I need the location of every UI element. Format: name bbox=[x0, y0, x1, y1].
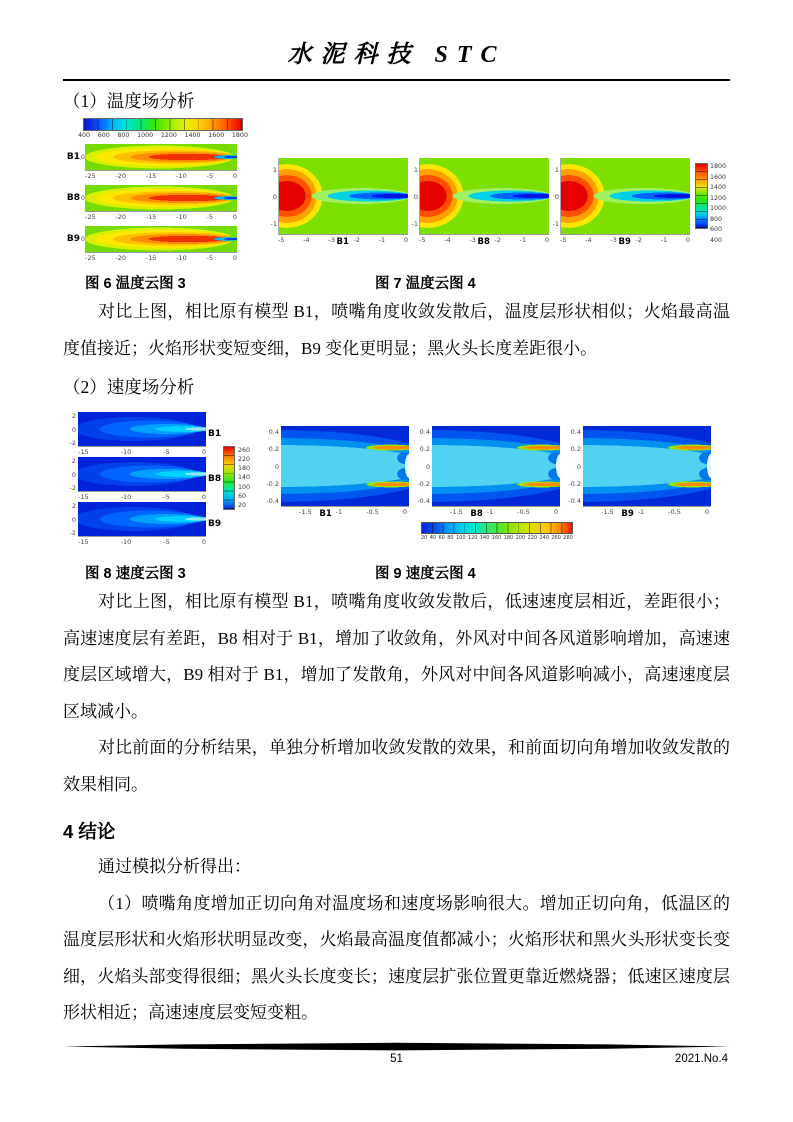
tick-label: -4 bbox=[444, 236, 451, 244]
tick-label: 2 bbox=[71, 502, 76, 510]
figure-row-velocity bbox=[63, 406, 730, 558]
tick-label: -4 bbox=[303, 236, 310, 244]
figure-7-temperature-contour bbox=[267, 118, 727, 247]
tick-label: -25 bbox=[85, 213, 96, 221]
tick-label: 0.4 bbox=[268, 428, 279, 436]
figure-8-velocity-contour bbox=[63, 406, 257, 547]
figure-8-colorbar bbox=[223, 446, 250, 510]
tick-label: 1200 bbox=[710, 194, 727, 202]
tick-label: 40 bbox=[429, 535, 437, 541]
tick-label: -2 bbox=[69, 529, 76, 537]
panel-label: B8 bbox=[470, 509, 483, 519]
panel-label-group bbox=[63, 144, 85, 170]
y-axis-tick: 0 bbox=[80, 153, 85, 161]
panel-label: B1 bbox=[336, 237, 349, 247]
tick-label: 800 bbox=[710, 215, 723, 223]
y-axis-tick-labels bbox=[565, 426, 583, 516]
tick-label: 200 bbox=[515, 535, 526, 541]
tick-label: 1000 bbox=[137, 132, 154, 139]
tick-label: 0 bbox=[704, 508, 709, 516]
tick-label: -10 bbox=[120, 493, 132, 501]
tick-label: 0 bbox=[71, 425, 76, 434]
tick-label: -0.2 bbox=[417, 479, 430, 488]
y-axis-tick-labels bbox=[414, 426, 432, 516]
tick-label: -0.4 bbox=[266, 497, 279, 505]
contour-panel bbox=[408, 158, 549, 247]
tick-label: -15 bbox=[145, 254, 157, 262]
velocity-contour-plot bbox=[432, 426, 560, 506]
figure-row-temperature bbox=[63, 118, 730, 268]
tick-label: -4 bbox=[585, 236, 592, 244]
tick-label: -1 bbox=[411, 220, 418, 228]
colorbar-gradient bbox=[83, 118, 243, 131]
y-axis-tick-labels bbox=[408, 158, 419, 244]
tick-label: -1 bbox=[637, 508, 645, 516]
tick-label: 0.2 bbox=[268, 445, 279, 454]
x-axis-tick-labels bbox=[281, 506, 409, 516]
figure-9-velocity-contour bbox=[263, 406, 716, 541]
tick-label: 0 bbox=[425, 462, 430, 471]
y-axis-tick: 0 bbox=[80, 194, 85, 202]
tick-label: 1600 bbox=[710, 173, 727, 181]
tick-label: 0 bbox=[201, 493, 206, 501]
footer-rule bbox=[63, 1042, 730, 1051]
tick-label: -1.5 bbox=[299, 508, 312, 516]
tick-label: 1800 bbox=[231, 132, 248, 139]
tick-label: 1400 bbox=[710, 184, 727, 192]
tick-label: 180 bbox=[503, 535, 514, 541]
tick-label: -20 bbox=[115, 213, 127, 221]
velocity-contour-plot bbox=[281, 426, 409, 506]
panel-label: B9 bbox=[66, 234, 80, 244]
x-axis-tick-labels bbox=[78, 536, 206, 546]
colorbar-tick-labels bbox=[78, 132, 248, 139]
tick-label: -1 bbox=[378, 236, 386, 244]
tick-label: -5 bbox=[163, 538, 170, 546]
tick-label: -5 bbox=[206, 172, 214, 180]
y-axis-tick: 0 bbox=[80, 235, 85, 243]
tick-label: -5 bbox=[163, 493, 170, 501]
tick-label: -5 bbox=[206, 213, 214, 221]
colorbar-tick-labels bbox=[710, 163, 726, 244]
tick-label: 0 bbox=[232, 213, 237, 221]
tick-label: -10 bbox=[120, 448, 132, 456]
colorbar-tick-labels bbox=[421, 535, 573, 541]
paragraph-comparison: 对比前面的分析结果，单独分析增加收敛发散的效果，和前面切向角增加收敛发散的效果相同。 bbox=[63, 738, 730, 794]
tick-label: 0.2 bbox=[419, 445, 430, 454]
tick-label: 260 bbox=[238, 447, 251, 454]
x-axis-tick-labels bbox=[85, 252, 237, 262]
tick-label: 60 bbox=[238, 492, 247, 500]
tick-label: -3 bbox=[610, 236, 617, 244]
journal-title: 水泥科技 STC bbox=[287, 42, 506, 68]
tick-label: -2 bbox=[353, 236, 360, 244]
tick-label: 2 bbox=[71, 412, 76, 420]
contour-panel bbox=[63, 185, 255, 221]
figure-6-caption: 图 6 温度云图 3 bbox=[85, 276, 186, 292]
tick-label: 0 bbox=[232, 172, 237, 180]
tick-label: -5 bbox=[206, 254, 214, 262]
section-heading-velocity: （2）速度场分析 bbox=[63, 377, 195, 397]
issue-label: 2021.No.4 bbox=[674, 1053, 728, 1065]
tick-label: 0 bbox=[272, 193, 277, 201]
panel-label: B8 bbox=[477, 237, 490, 247]
tick-label: 1 bbox=[554, 166, 559, 174]
tick-label: 220 bbox=[238, 456, 251, 464]
tick-label: 0 bbox=[402, 508, 407, 516]
x-axis-tick-labels bbox=[583, 506, 711, 516]
tick-label: 1 bbox=[413, 166, 418, 174]
tick-label: 100 bbox=[456, 535, 466, 541]
tick-label: -5 bbox=[560, 236, 567, 244]
paragraph-velocity-analysis: 对比上图，相比原有模型 B1，喷嘴角度收敛发散后，低速速度层相近，差距很小；高速速度层有差距，B8 相对于 B1，增加了收敛角，外风对中间各风道影响增加，高速速度层区域增大，B9 相对于 B1，增加了发散角，外风对中间各风道影响减小，高速速度层区域减小。 bbox=[63, 592, 730, 721]
tick-label: 0 bbox=[553, 508, 558, 516]
tick-label: -1.5 bbox=[601, 508, 614, 516]
figure-6-temperature-contour bbox=[63, 118, 255, 262]
tick-label: 0 bbox=[232, 254, 237, 262]
tick-label: -1 bbox=[519, 236, 527, 244]
tick-label: -3 bbox=[328, 236, 335, 244]
temperature-contour-plot bbox=[85, 144, 237, 170]
tick-label: 180 bbox=[238, 465, 251, 473]
tick-label: 0 bbox=[685, 236, 690, 244]
figure-9-caption: 图 9 速度云图 4 bbox=[375, 566, 476, 582]
panel-label: B1 bbox=[208, 429, 222, 439]
tick-label: -10 bbox=[120, 538, 132, 546]
panel-label: B9 bbox=[618, 237, 631, 247]
tick-label: 0 bbox=[71, 470, 76, 479]
x-axis-tick-labels bbox=[85, 211, 237, 221]
panel-label: B1 bbox=[66, 152, 80, 162]
tick-label: 120 bbox=[467, 535, 478, 541]
tick-label: -20 bbox=[115, 254, 127, 262]
tick-label: -1 bbox=[335, 508, 343, 516]
tick-label: -0.2 bbox=[568, 479, 581, 488]
tick-label: 0 bbox=[544, 236, 549, 244]
x-axis-tick-labels bbox=[78, 446, 206, 456]
tick-label: 1200 bbox=[160, 132, 177, 139]
tick-label: 2 bbox=[71, 457, 76, 465]
colorbar-gradient bbox=[421, 522, 573, 534]
header-rule bbox=[63, 79, 730, 81]
contour-panel bbox=[63, 144, 255, 180]
tick-label: 0 bbox=[554, 193, 559, 201]
tick-label: 20 bbox=[421, 535, 428, 541]
tick-label: 0 bbox=[403, 236, 408, 244]
y-axis-tick-labels bbox=[63, 502, 78, 546]
tick-label: 0 bbox=[576, 462, 581, 471]
tick-label: 0 bbox=[201, 448, 206, 456]
x-axis-tick-labels bbox=[432, 506, 560, 516]
paragraph-conclusion-intro: 通过模拟分析得出： bbox=[98, 857, 251, 876]
y-axis-tick-labels bbox=[549, 158, 560, 244]
tick-label: -1.5 bbox=[450, 508, 463, 516]
colorbar-gradient bbox=[223, 446, 235, 510]
tick-label: 280 bbox=[563, 535, 573, 541]
page-footer bbox=[63, 1042, 730, 1065]
tick-label: 100 bbox=[238, 483, 251, 491]
paragraph-temperature-analysis: 对比上图，相比原有模型 B1，喷嘴角度收敛发散后，温度层形状相似；火焰最高温度值接近；火焰形状变短变细，B9 变化更明显；黑火头长度差距很小。 bbox=[63, 302, 730, 358]
contour-panel bbox=[263, 426, 409, 519]
panel-label: B8 bbox=[208, 474, 222, 484]
panel-label-group bbox=[63, 185, 85, 211]
tick-label: 260 bbox=[551, 535, 561, 541]
y-axis-tick-labels bbox=[263, 426, 281, 516]
tick-label: 160 bbox=[491, 535, 502, 541]
contour-panel bbox=[63, 226, 255, 262]
figure-6-colorbar bbox=[78, 118, 248, 139]
tick-label: -1 bbox=[660, 236, 668, 244]
tick-label: -2 bbox=[494, 236, 501, 244]
tick-label: 0.4 bbox=[570, 428, 581, 436]
tick-label: 600 bbox=[710, 226, 723, 234]
tick-label: -0.2 bbox=[266, 479, 279, 488]
tick-label: 0 bbox=[201, 538, 206, 546]
y-axis-tick-labels bbox=[63, 412, 78, 456]
figure-7-caption: 图 7 温度云图 4 bbox=[375, 276, 476, 292]
tick-label: 0 bbox=[274, 462, 279, 471]
tick-label: 0.2 bbox=[570, 445, 581, 454]
tick-label: -15 bbox=[145, 172, 157, 180]
tick-label: 140 bbox=[479, 535, 490, 541]
tick-label: 0 bbox=[413, 193, 418, 201]
panel-label: B9 bbox=[621, 509, 634, 519]
colorbar-tick-labels bbox=[238, 446, 250, 510]
page-number: 51 bbox=[390, 1053, 403, 1065]
tick-label: 0.4 bbox=[419, 428, 430, 436]
panel-label: B9 bbox=[208, 519, 222, 529]
tick-label: -2 bbox=[69, 484, 76, 492]
tick-label: -0.5 bbox=[668, 508, 681, 516]
tick-label: 800 bbox=[117, 132, 130, 139]
tick-label: -15 bbox=[78, 448, 89, 456]
figure-7-colorbar bbox=[695, 158, 726, 244]
velocity-contour-plot bbox=[583, 426, 711, 506]
tick-label: -0.4 bbox=[417, 497, 430, 505]
y-axis-tick-labels bbox=[267, 158, 278, 244]
tick-label: 1800 bbox=[710, 163, 727, 170]
tick-label: 140 bbox=[238, 474, 251, 482]
section-heading-temperature: （1）温度场分析 bbox=[63, 91, 195, 111]
tick-label: -2 bbox=[635, 236, 642, 244]
tick-label: -10 bbox=[176, 254, 187, 262]
tick-label: 400 bbox=[78, 132, 91, 139]
tick-label: -5 bbox=[278, 236, 285, 244]
velocity-contour-plot bbox=[78, 457, 206, 491]
figure-8-caption: 图 8 速度云图 3 bbox=[85, 566, 186, 582]
tick-label: 240 bbox=[539, 535, 549, 541]
temperature-contour-plot bbox=[278, 158, 408, 234]
caption-row bbox=[63, 272, 730, 294]
caption-row bbox=[63, 562, 730, 584]
tick-label: 220 bbox=[527, 535, 538, 541]
velocity-contour-plot bbox=[78, 412, 206, 446]
tick-label: -20 bbox=[115, 172, 127, 180]
tick-label: -15 bbox=[78, 493, 89, 501]
panel-label: B1 bbox=[319, 509, 332, 519]
contour-panel bbox=[565, 426, 711, 519]
tick-label: -10 bbox=[176, 172, 187, 180]
x-axis-tick-labels bbox=[85, 170, 237, 180]
temperature-contour-plot bbox=[560, 158, 690, 234]
tick-label: 1400 bbox=[184, 132, 201, 139]
tick-label: -1 bbox=[270, 220, 277, 228]
y-axis-tick-labels bbox=[63, 457, 78, 501]
x-axis-tick-labels bbox=[78, 491, 206, 501]
tick-label: 400 bbox=[710, 236, 723, 244]
tick-label: -15 bbox=[145, 213, 157, 221]
tick-label: -1 bbox=[486, 508, 494, 516]
contour-panel bbox=[267, 158, 408, 247]
tick-label: -0.5 bbox=[366, 508, 379, 516]
temperature-contour-plot bbox=[85, 185, 237, 211]
figure-9-colorbar bbox=[421, 522, 573, 541]
tick-label: -0.5 bbox=[517, 508, 530, 516]
tick-label: 600 bbox=[97, 132, 110, 139]
tick-label: -5 bbox=[163, 448, 170, 456]
tick-label: -3 bbox=[469, 236, 476, 244]
tick-label: 0 bbox=[71, 515, 76, 524]
colorbar-gradient bbox=[695, 163, 708, 229]
velocity-contour-plot bbox=[78, 502, 206, 536]
contour-panel bbox=[414, 426, 560, 519]
tick-label: -10 bbox=[176, 213, 187, 221]
tick-label: 20 bbox=[238, 501, 247, 509]
tick-label: -1 bbox=[552, 220, 559, 228]
tick-label: 1000 bbox=[710, 205, 727, 213]
tick-label: -2 bbox=[69, 439, 76, 447]
tick-label: 1600 bbox=[208, 132, 225, 139]
panel-label-group bbox=[63, 226, 85, 252]
tick-label: -15 bbox=[78, 538, 89, 546]
tick-label: 1 bbox=[272, 166, 277, 174]
tick-label: -5 bbox=[419, 236, 426, 244]
temperature-contour-plot bbox=[85, 226, 237, 252]
panel-label: B8 bbox=[66, 193, 80, 203]
tick-label: 60 bbox=[438, 535, 445, 541]
tick-label: -0.4 bbox=[568, 497, 581, 505]
contour-panel bbox=[549, 158, 690, 247]
section-heading-conclusion: 4 结论 bbox=[63, 821, 116, 842]
temperature-contour-plot bbox=[419, 158, 549, 234]
tick-label: -25 bbox=[85, 172, 96, 180]
paragraph-conclusion-item1: （1）喷嘴角度增加正切向角对温度场和速度场影响很大。增加正切向角，低温区的温度层形状和火焰形状明显改变，火焰最高温度值都减小；火焰形状和黑火头形状变长变细，火焰头部变得很细；黑火头长度变长；速度层扩张位置更靠近燃烧器；低速区速度层形状相近；高速速度层变短变粗。 bbox=[63, 893, 730, 1022]
tick-label: 80 bbox=[447, 535, 454, 541]
tick-label: -25 bbox=[85, 254, 96, 262]
